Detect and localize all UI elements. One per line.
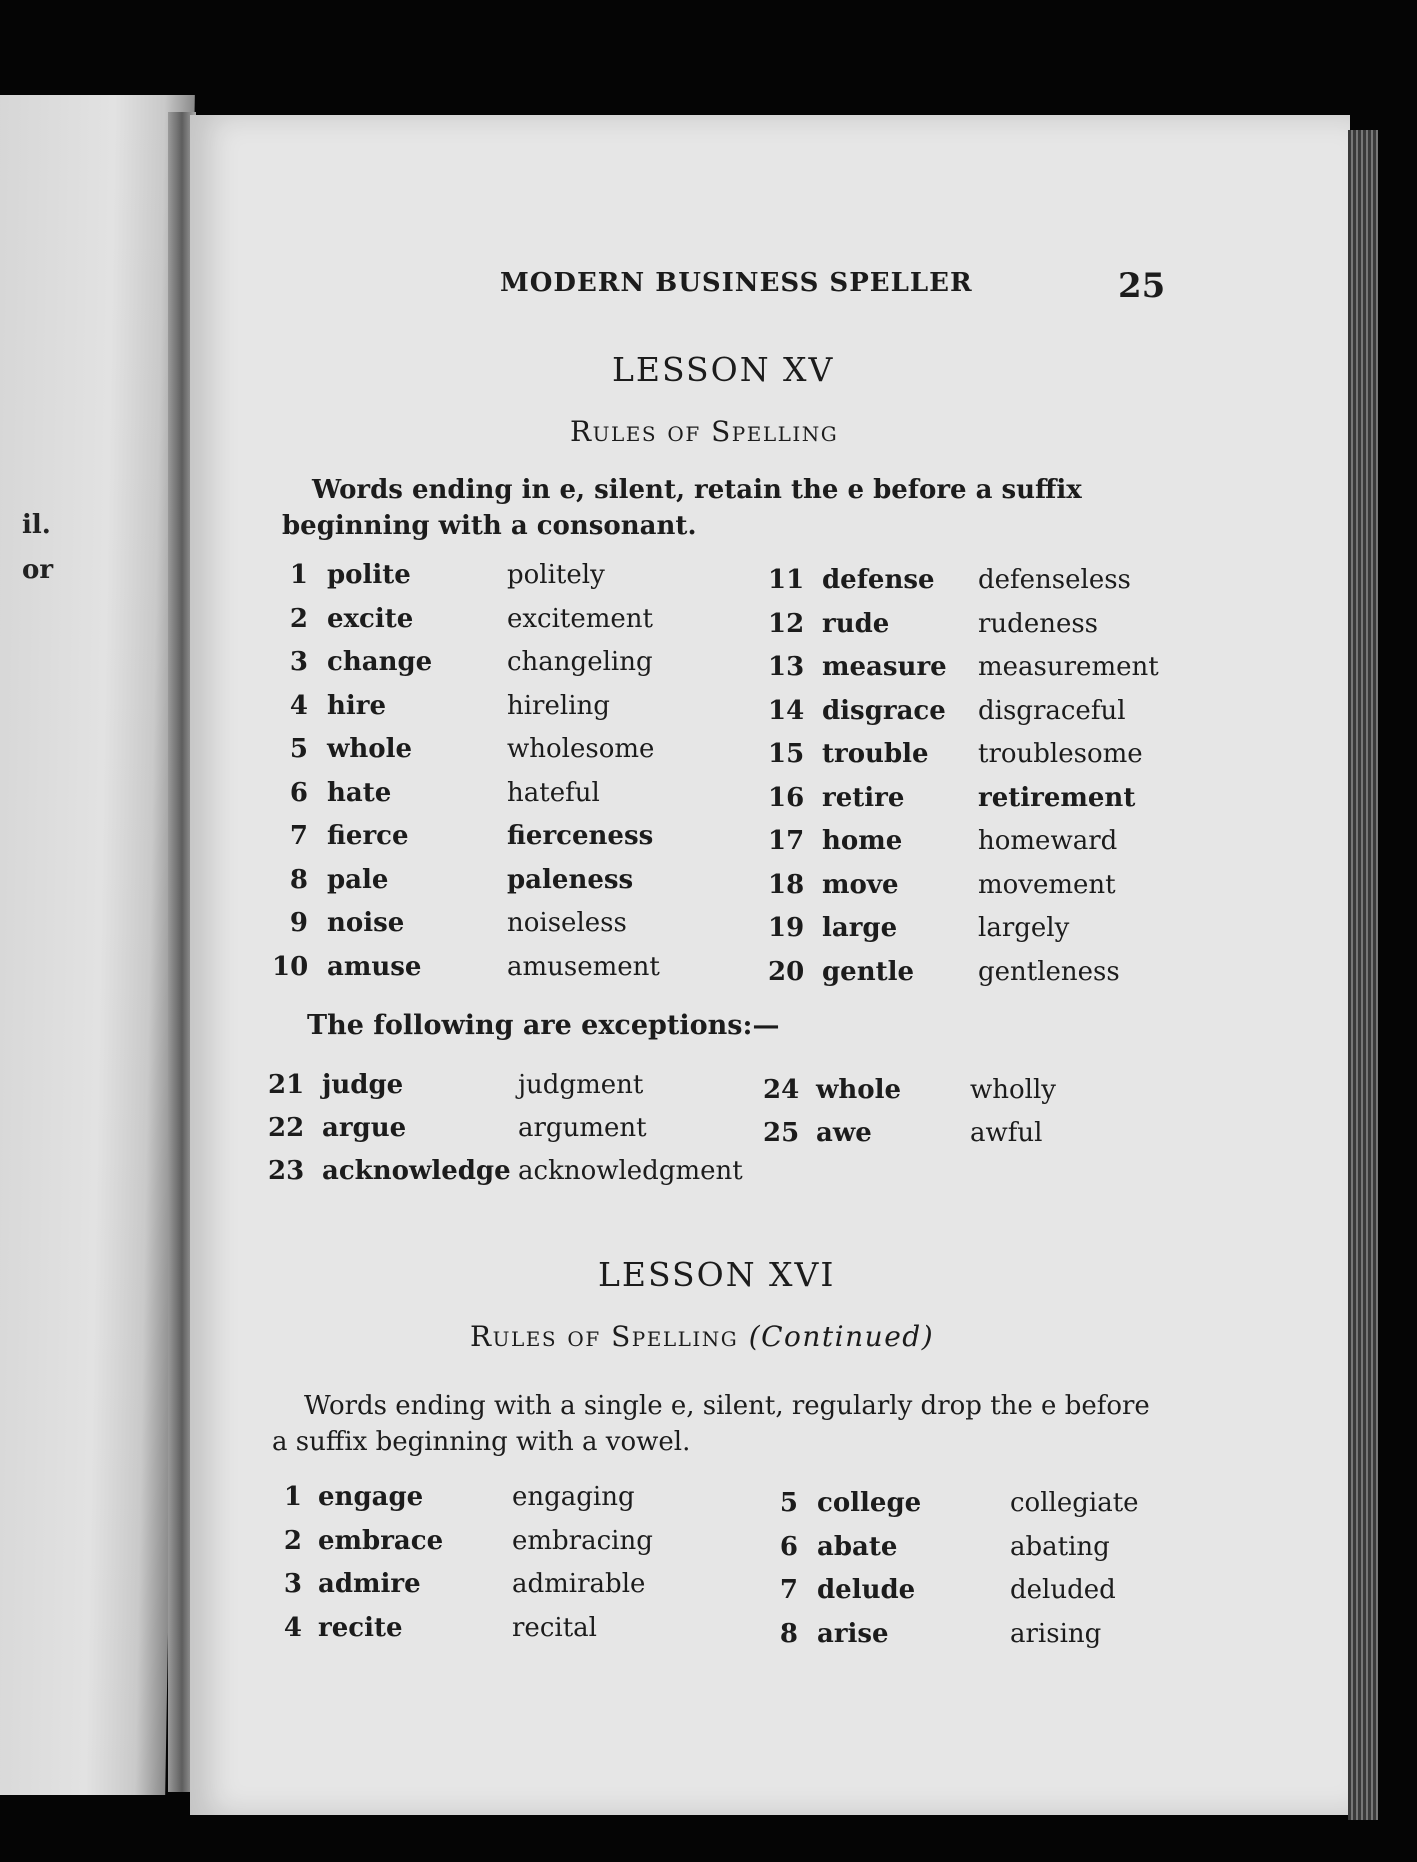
word-number: 5: [779, 1488, 798, 1518]
word-number: 24: [763, 1075, 800, 1105]
derived-word: homeward: [978, 826, 1118, 856]
derived-word: awful: [970, 1118, 1043, 1148]
word-number: 1: [289, 560, 308, 590]
base-word: home: [822, 826, 903, 856]
word-number: 4: [289, 690, 308, 721]
base-word: defense: [822, 565, 935, 595]
derived-word: argument: [518, 1113, 647, 1143]
base-word: hate: [327, 777, 392, 808]
running-title: MODERN BUSINESS SPELLER: [500, 268, 973, 298]
base-word: measure: [822, 652, 947, 682]
derived-word: movement: [978, 869, 1116, 900]
base-word: delude: [817, 1575, 916, 1605]
word-number: 3: [283, 1569, 302, 1599]
base-word: fierce: [327, 821, 409, 851]
facing-page: [0, 95, 195, 1795]
spelling-rule: Words ending in e, silent, retain the e before a suffix beginning with a consonant.: [282, 475, 1082, 541]
lesson-title: LESSON XV: [612, 350, 835, 389]
base-word: gentle: [822, 956, 915, 987]
facing-page-fragment: il.: [22, 510, 51, 540]
word-number: 20: [768, 956, 805, 987]
lesson-subtitle: [470, 1320, 934, 1353]
page-number: 25: [1118, 266, 1166, 306]
word-number: 2: [283, 1525, 302, 1556]
derived-word: changeling: [507, 647, 653, 677]
derived-word: amusement: [507, 951, 660, 982]
base-word: whole: [816, 1075, 902, 1105]
derived-word: recital: [512, 1612, 597, 1643]
derived-word: wholly: [970, 1075, 1056, 1105]
derived-word: largely: [978, 913, 1070, 943]
derived-word: rudeness: [978, 608, 1099, 639]
word-number: 18: [768, 869, 805, 900]
word-number: 14: [768, 695, 805, 726]
derived-word: excitement: [507, 603, 653, 634]
derived-word: noiseless: [507, 908, 627, 938]
word-number: 17: [768, 826, 805, 856]
base-word: noise: [327, 908, 405, 938]
base-word: move: [822, 869, 899, 900]
derived-word: troublesome: [978, 739, 1143, 769]
base-word: retire: [822, 782, 905, 813]
derived-word: wholesome: [507, 734, 655, 764]
word-number: 12: [768, 608, 805, 639]
base-word: large: [822, 913, 898, 943]
word-number: 1: [283, 1482, 302, 1512]
spelling-rule: Words ending with a single e, silent, regularly drop the e before a suffix beginning with a vowel.: [272, 1391, 1150, 1457]
base-word: argue: [322, 1113, 407, 1143]
exceptions-intro: The following are exceptions:—: [307, 1010, 780, 1041]
derived-word: fierceness: [507, 821, 654, 851]
word-number: 23: [268, 1156, 305, 1186]
base-word: disgrace: [822, 695, 946, 726]
word-number: 25: [763, 1118, 800, 1148]
derived-word: retirement: [978, 782, 1136, 813]
derived-word: embracing: [512, 1525, 653, 1556]
base-word: trouble: [822, 739, 929, 769]
base-word: arise: [817, 1618, 889, 1649]
facing-page-fragment: or: [22, 555, 54, 585]
word-number: 7: [289, 821, 308, 851]
word-number: 9: [289, 908, 308, 938]
word-number: 5: [289, 734, 308, 764]
derived-word: arising: [1010, 1618, 1102, 1649]
derived-word: politely: [507, 560, 605, 590]
derived-word: hateful: [507, 777, 600, 808]
base-word: excite: [327, 603, 414, 634]
base-word: college: [817, 1488, 922, 1518]
derived-word: admirable: [512, 1569, 646, 1599]
base-word: acknowledge: [322, 1156, 511, 1186]
base-word: awe: [816, 1118, 872, 1148]
derived-word: hireling: [507, 690, 610, 721]
word-number: 22: [268, 1113, 305, 1143]
base-word: change: [327, 647, 433, 677]
lesson-subtitle: Rules of Spelling: [570, 415, 839, 448]
derived-word: collegiate: [1010, 1488, 1139, 1518]
word-number: 21: [268, 1070, 305, 1100]
base-word: embrace: [318, 1525, 444, 1556]
word-number: 8: [779, 1618, 798, 1649]
word-number: 13: [768, 652, 805, 682]
lesson-subtitle-continued: (Continued): [748, 1320, 935, 1353]
word-number: 10: [272, 951, 309, 982]
base-word: polite: [327, 560, 411, 590]
word-number: 7: [779, 1575, 798, 1605]
base-word: amuse: [327, 951, 422, 982]
base-word: hire: [327, 690, 387, 721]
page-edges: [1348, 130, 1378, 1820]
word-number: 4: [283, 1612, 302, 1643]
derived-word: deluded: [1010, 1575, 1116, 1605]
base-word: judge: [322, 1070, 404, 1100]
derived-word: defenseless: [978, 565, 1131, 595]
base-word: whole: [327, 734, 413, 764]
derived-word: judgment: [518, 1070, 644, 1100]
word-number: 19: [768, 913, 805, 943]
base-word: abate: [817, 1531, 898, 1562]
base-word: engage: [318, 1482, 424, 1512]
derived-word: gentleness: [978, 956, 1120, 987]
base-word: rude: [822, 608, 890, 639]
word-number: 3: [289, 647, 308, 677]
word-number: 2: [289, 603, 308, 634]
derived-word: abating: [1010, 1531, 1110, 1562]
base-word: admire: [318, 1569, 421, 1599]
word-number: 6: [779, 1531, 798, 1562]
derived-word: paleness: [507, 864, 634, 895]
word-number: 11: [768, 565, 805, 595]
derived-word: measurement: [978, 652, 1159, 682]
derived-word: acknowledgment: [518, 1156, 743, 1186]
derived-word: engaging: [512, 1482, 635, 1512]
base-word: pale: [327, 864, 389, 895]
lesson-title: LESSON XVI: [598, 1255, 836, 1294]
word-number: 15: [768, 739, 805, 769]
word-number: 16: [768, 782, 805, 813]
word-number: 8: [289, 864, 308, 895]
lesson-subtitle-text: Rules of Spelling: [470, 1320, 739, 1353]
base-word: recite: [318, 1612, 403, 1643]
derived-word: disgraceful: [978, 695, 1126, 726]
word-number: 6: [289, 777, 308, 808]
